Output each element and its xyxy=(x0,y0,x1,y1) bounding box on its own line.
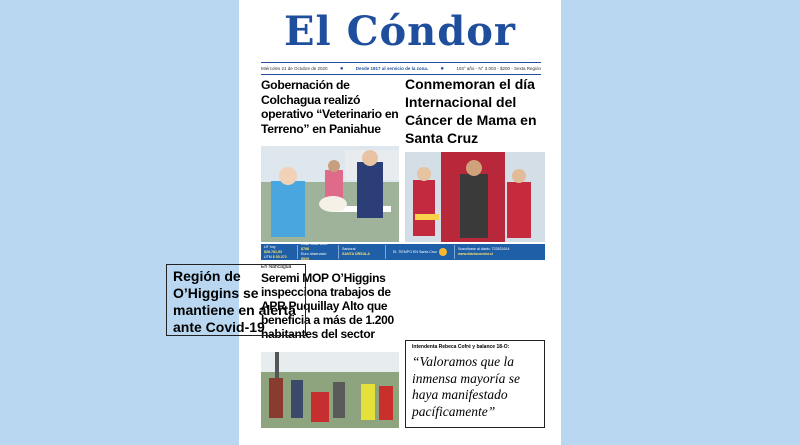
second-left-kicker: En Nancagua xyxy=(261,264,292,270)
euro-value: $929 xyxy=(301,257,309,261)
currency-cell xyxy=(298,242,339,261)
uf-label: UF hoy xyxy=(264,244,276,249)
photo-cancer-mama-illustration xyxy=(405,152,545,242)
motto: Desde 1917 al servicio de la zona. xyxy=(355,66,429,71)
contact-cell xyxy=(455,245,513,259)
santoral-label: Santoral xyxy=(342,247,356,251)
info-bar xyxy=(261,244,545,260)
covid-headline: Región de O’Higgins se mantiene en alerta ante Covid-19 xyxy=(173,268,296,335)
newspaper-front-page xyxy=(173,0,561,445)
utm-label: UTM xyxy=(264,254,272,259)
photo-veterinario-illustration xyxy=(261,146,399,242)
masthead-title: El Cóndor xyxy=(284,8,516,55)
utm-value: $ 50.372 xyxy=(272,254,287,259)
uf-cell xyxy=(261,245,298,259)
weather-cell xyxy=(386,245,455,259)
photo-cancer-mama[interactable] xyxy=(405,152,545,242)
photo-veterinario[interactable] xyxy=(261,146,399,242)
second-left-headline[interactable]: Seremi MOP O’Higgins inspecciona trabajos de APR Puquillay Alto que beneficia a más de 1.200 habitantes del sector xyxy=(261,271,394,341)
issue-date: Miércoles 21 de Octubre de 2020 xyxy=(261,66,328,71)
quote-text: “Valoramos que la inmensa mayoría se haya manifestado pacíficamente” xyxy=(412,354,520,419)
uf-value: $28.781,93 xyxy=(264,249,282,254)
dolar-label: Dólar observado xyxy=(301,242,328,246)
weather-label: EL TIEMPO EN Santa Cruz xyxy=(393,249,437,254)
sun-icon xyxy=(439,248,447,256)
dolar-value: $788 xyxy=(301,247,309,251)
contact-phone: Suscríbase al diario: 722821614 xyxy=(458,247,510,251)
lead-right-headline[interactable]: Conmemoran el día Internacional del Cáncer de Mama en Santa Cruz xyxy=(405,76,537,146)
photo-apr-illustration xyxy=(261,352,399,428)
euro-label: Euro observado xyxy=(301,252,327,256)
dot-icon: ● xyxy=(339,65,344,72)
quote-box[interactable] xyxy=(405,340,545,428)
contact-web[interactable]: www.diariocondor.cl xyxy=(458,252,494,256)
issue-number: 103° año - N° 3.003 - $200 - Sexta Región xyxy=(456,66,541,71)
photo-apr-puquillay[interactable] xyxy=(261,352,399,428)
santoral-value: SANTA ÚRSULA xyxy=(342,252,370,256)
dot-icon: ● xyxy=(440,65,445,72)
dateline xyxy=(261,62,541,75)
santoral-cell xyxy=(339,245,386,259)
covid-box[interactable] xyxy=(166,264,306,336)
quote-kicker: Intendenta Rebeca Cofré y balance 18-O: xyxy=(412,344,510,350)
lead-left-headline[interactable]: Gobernación de Colchagua realizó operativo “Veterinario en Terreno” en Paniahue xyxy=(261,78,399,136)
